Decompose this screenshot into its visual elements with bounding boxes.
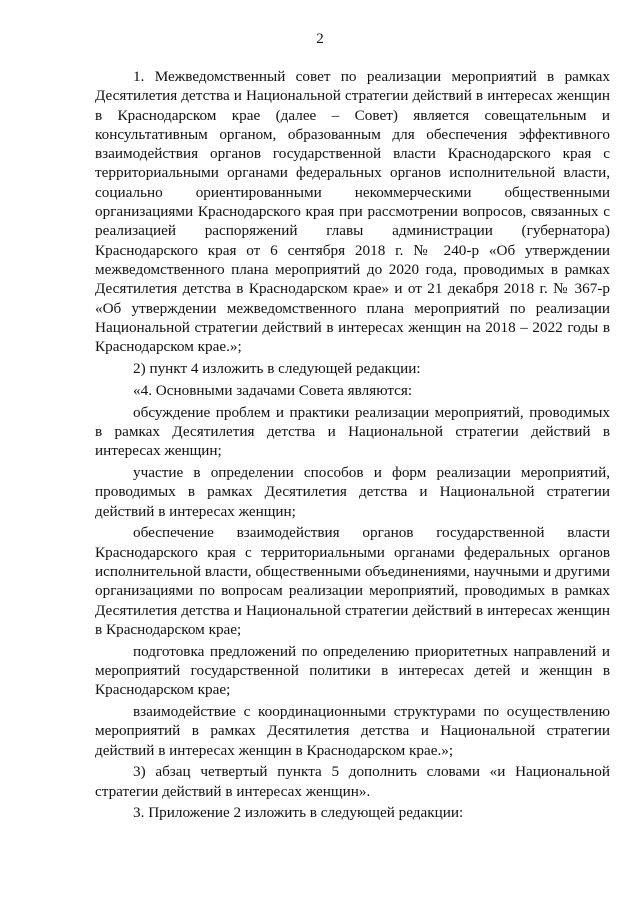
paragraph-item-4-amendment: 2) пункт 4 изложить в следующей редакции:: [133, 359, 421, 377]
paragraph-task-participation: участие в определении способов и форм реализации мероприятий, проводимых в рамках Десятилетия детства и Национальной стратегии действий в интересах женщин;: [95, 463, 610, 520]
paragraph-task-discussion: обсуждение проблем и практики реализации мероприятий, проводимых в рамках Десятилетия детства и Национальной стратегии действий в интересах женщин;: [95, 403, 610, 460]
page-number: 2: [316, 31, 324, 47]
paragraph-council-definition: 1. Межведомственный совет по реализации мероприятий в рамках Десятилетия детства и Национальной стратегии действий в интересах женщин в Краснодарском крае (далее – Совет) является совещательным и консультативным органом, образованным для обеспечения эффективного взаимодействия органов государственной власти Краснодарского края с территориальными органами федеральных органов исполнительной власти, социально ориентированными некоммерческими общественными организациями Краснодарского края при рассмотрении вопросов, связанных с реализацией распоряжений главы администрации (губернатора) Краснодарского края от 6 сентября 2018 г. № 240-р «Об утверждении межведомственного плана мероприятий до 2020 года, проводимых в рамках Десятилетия детства в Краснодарском крае» и от 21 декабря 2018 г. № 367-р «Об утверждении межведомственного плана мероприятий по реализации Национальной стратегии действий в интересах женщин на 2018 – 2022 годы в Краснодарском крае.»;: [95, 68, 610, 356]
paragraph-task-interaction: взаимодействие с координационными структурами по осуществлению мероприятий в рамках Десятилетия детства и Национальной стратегии действий в интересах женщин в Краснодарском крае.»;: [95, 703, 610, 759]
paragraph-tasks-heading: «4. Основными задачами Совета являются:: [133, 381, 413, 399]
document-body: [95, 67, 610, 825]
paragraph-appendix-2: 3. Приложение 2 изложить в следующей редакции:: [133, 804, 464, 822]
paragraph-item-5-amendment: 3) абзац четвертый пункта 5 дополнить словами «и Национальной стратегии действий в интересах женщин».: [95, 763, 610, 800]
paragraph-task-cooperation: обеспечение взаимодействия органов государственной власти Краснодарского края с территориальными органами федеральных органов исполнительной власти, общественными объединениями, научными и другими организациями по вопросам реализации мероприятий, проводимых в рамках Десятилетия детства и Национальной стратегии действий в интересах женщин в Краснодарском крае;: [95, 524, 610, 638]
paragraph-task-proposals: подготовка предложений по определению приоритетных направлений и мероприятий государственной политики в интересах детей и женщин в Краснодарском крае;: [95, 642, 610, 699]
